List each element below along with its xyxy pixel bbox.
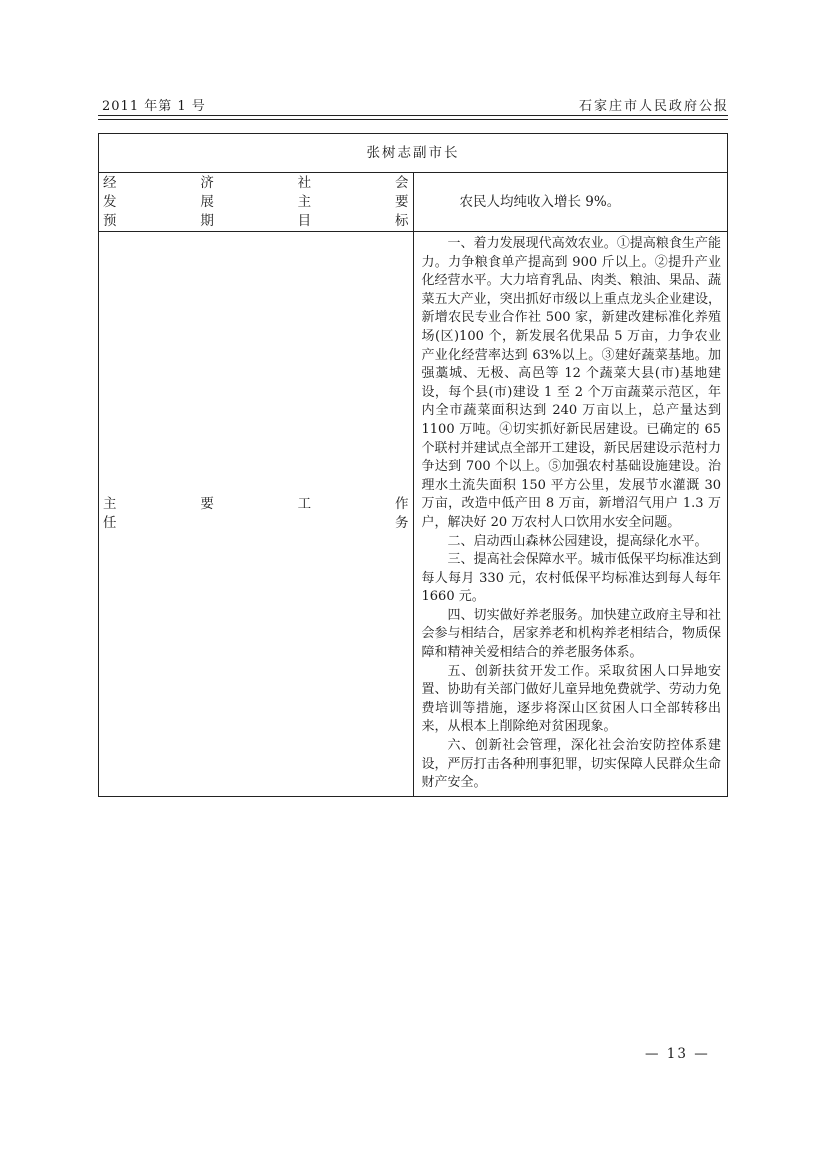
header-rule bbox=[98, 115, 728, 116]
page-number: — 13 — bbox=[645, 1046, 710, 1062]
header-publication: 石家庄市人民政府公报 bbox=[578, 99, 729, 114]
tasks-row bbox=[99, 232, 728, 797]
goals-text: 农民人均纯收入增长 9%。 bbox=[413, 173, 728, 232]
tasks-label bbox=[99, 232, 414, 797]
goals-label bbox=[99, 173, 414, 232]
goals-label-line: 预期目标 bbox=[103, 212, 409, 229]
table-title: 张树志副市长 bbox=[99, 134, 728, 173]
goals-row bbox=[99, 173, 728, 232]
task-paragraph-4: 四、切实做好养老服务。加快建立政府主导和社会参与相结合，居家养老和机构养老相结合，物质保障和精神关爱相结合的养老服务体系。 bbox=[421, 607, 721, 661]
tasks-label-line: 主要工作 bbox=[103, 495, 409, 512]
task-paragraph-6: 六、创新社会管理，深化社会治安防控体系建设，严厉打击各种刑事犯罪，切实保障人民群众生命财产安全。 bbox=[421, 738, 721, 791]
task-paragraph-3: 三、提高社会保障水平。城市低保平均标准达到每人每月 330 元，农村低保平均标准达到每人每年 1660 元。 bbox=[421, 552, 721, 605]
goals-label-line: 经济社会 bbox=[103, 174, 409, 191]
tasks-content bbox=[413, 232, 728, 797]
task-paragraph-5: 五、创新扶贫开发工作。采取贫困人口异地安置、协助有关部门做好儿童异地免费就学、劳动力免费培训等措施，逐步将深山区贫困人口全部转移出来，从根本上削除绝对贫困现象。 bbox=[421, 663, 721, 735]
header-rule-thin bbox=[98, 119, 728, 120]
task-table bbox=[98, 133, 728, 797]
task-paragraph-2: 二、启动西山森林公园建设，提高绿化水平。 bbox=[447, 533, 708, 549]
task-paragraph-1: 一、着力发展现代高效农业。①提高粮食生产能力。力争粮食单产提高到 900 斤以上。②提升产业化经营水平。大力培育乳品、肉类、粮油、果品、蔬菜五大产业，突出抓好市级以上重点龙头企业建设，新增农民专业合作社 500 家，新建改建标准化养殖场(区)100 个，新发展名优果品 5 万亩，力争农业产业化经营率达到 63%以上。③建好蔬菜基地。加强藁城、无极、高邑等 12 个蔬菜大县(市)基地建设，每个县(市)建设 1 至 2 个万亩蔬菜示范区，年内全市蔬菜面积达到 240 万亩以上，总产量达到 1100 万吨。④切实抓好新民居建设。已确定的 65 个联村并建试点全部开工建设，新民居建设示范村力争达到 700 个以上。⑤加强农村基础设施建设。治理水土流失面积 150 平方公里，发展节水灌溉 30 万亩，改造中低产田 8 万亩，新增沼气用户 1.3 万户，解决好 20 万农村人口饮用水安全问题。 bbox=[421, 236, 721, 530]
tasks-label-line: 任 务 bbox=[103, 514, 409, 531]
header-issue: 2011 年第 1 号 bbox=[102, 99, 206, 114]
goals-label-line: 发展主要 bbox=[103, 193, 409, 210]
table-title-row bbox=[99, 134, 728, 173]
